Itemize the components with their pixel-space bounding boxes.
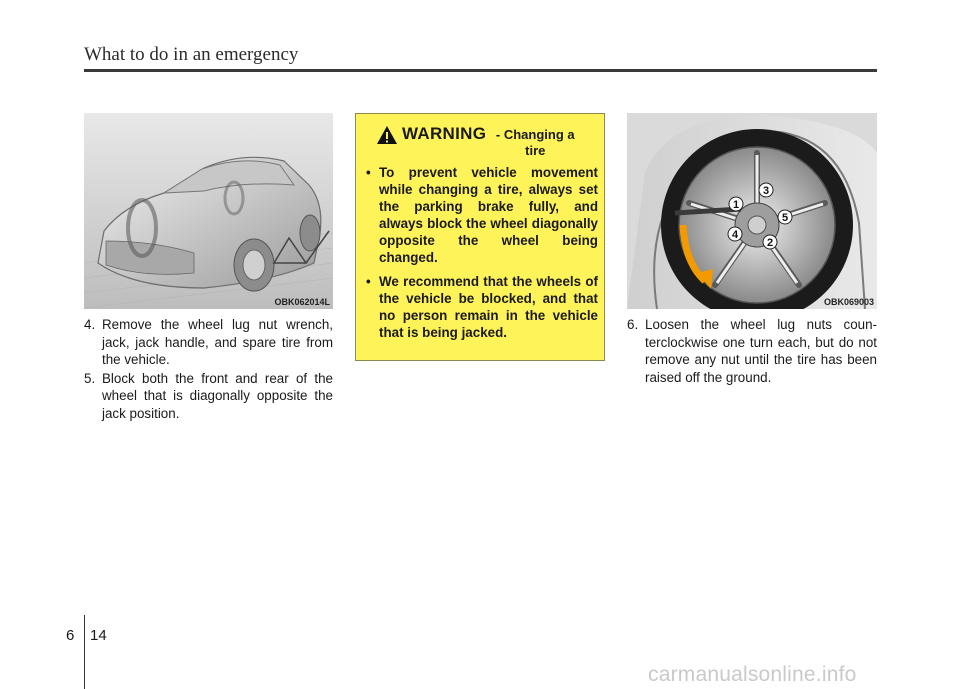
header-rule <box>84 69 877 72</box>
page-header-title: What to do in an emergency <box>84 44 299 65</box>
wheel-lug-nut-illustration <box>627 113 877 309</box>
step-item <box>84 316 333 369</box>
figure-code-left: OBK062014L <box>274 297 330 307</box>
warning-subtitle: - Changing a tire <box>495 127 575 158</box>
lug-label-5: 5 <box>781 212 789 224</box>
lug-label-4: 4 <box>731 229 739 241</box>
steps-left <box>84 316 333 423</box>
bullet-icon: • <box>366 165 371 180</box>
warning-item-text: To prevent vehicle movement while changing a tire, always set the parking brake fully, and always block the wheel diagonally opposite the wheel being changed. <box>379 165 598 265</box>
lug-label-2: 2 <box>766 237 774 249</box>
step-text: Remove the wheel lug nut wrench, jack, jack handle, and spare tire from the vehicle. <box>102 317 333 367</box>
warning-box <box>355 113 605 361</box>
car-jack-illustration <box>84 113 333 309</box>
warning-list <box>366 164 598 348</box>
lug-label-1: 1 <box>732 199 740 211</box>
car-drawing <box>84 113 333 309</box>
warning-title: WARNING <box>402 124 487 143</box>
bullet-icon: • <box>366 274 371 289</box>
step-number: 5. <box>84 370 96 386</box>
warning-item-text: We recommend that the wheels of the vehicle be blocked, and that no person remain in the vehicle that is being jacked. <box>379 274 598 340</box>
step-text: Block both the front and rear of the wheel that is diagonally opposite the jack position. <box>102 370 333 421</box>
steps-right <box>627 316 877 387</box>
step-text: Loosen the wheel lug nuts coun-terclockwise one turn each, but do not remove any nut until the tire has been raised off the ground. <box>645 317 877 385</box>
warning-triangle-icon <box>376 125 398 145</box>
footer-divider <box>84 615 85 689</box>
warning-header <box>376 124 580 159</box>
watermark: carmanualsonline.info <box>648 663 857 686</box>
lug-label-3: 3 <box>762 185 770 197</box>
warning-item <box>366 273 598 341</box>
figure-code-right: OBK069003 <box>823 297 874 307</box>
step-number: 4. <box>84 317 96 332</box>
warning-item <box>366 164 598 266</box>
step-item <box>84 370 333 423</box>
step-number: 6. <box>627 317 639 332</box>
step-item <box>627 316 877 386</box>
page-number: 14 <box>90 627 107 644</box>
section-number: 6 <box>66 627 75 644</box>
wheel-drawing <box>627 113 877 309</box>
